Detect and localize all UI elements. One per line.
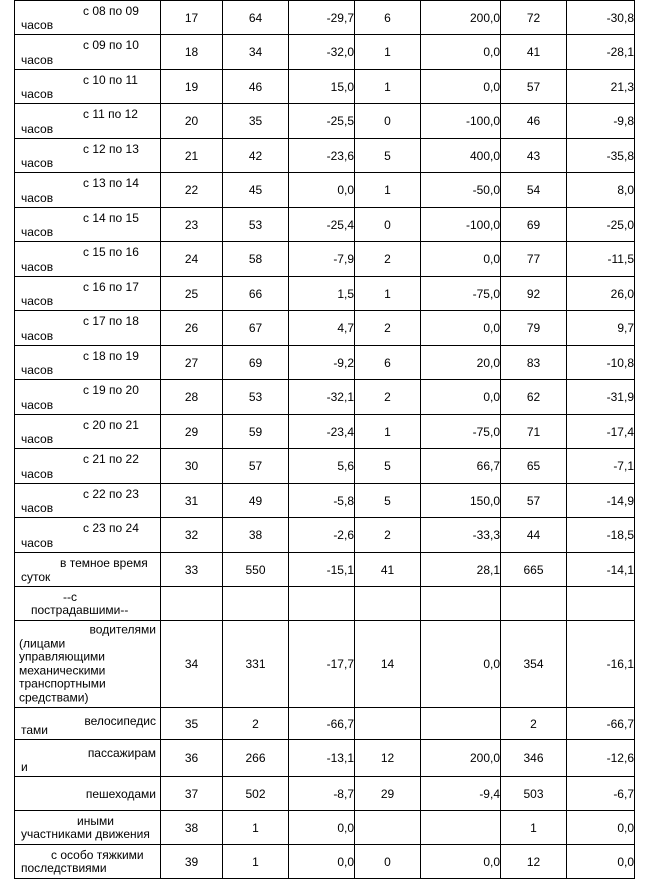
table-cell: -23,4 [289, 415, 355, 449]
table-cell: 0,0 [567, 845, 635, 879]
table-cell: 21,3 [567, 70, 635, 104]
table-cell: -10,8 [567, 346, 635, 380]
row-label-text: с 14 по 15 [83, 211, 139, 225]
row-label-text: часов [21, 467, 54, 481]
row-label-text: часов [21, 260, 54, 274]
table-body [15, 1, 635, 879]
row-label-cell [15, 484, 161, 518]
row-label-text: часов [21, 191, 54, 205]
row-label-cell [15, 621, 161, 708]
row-label-cell [15, 518, 161, 553]
table-cell: 45 [223, 173, 289, 208]
table-cell: 4,7 [289, 311, 355, 346]
table-cell: 1 [223, 811, 289, 845]
table-cell: 28,1 [421, 553, 501, 587]
table-cell: 72 [501, 1, 567, 35]
table-cell: 25 [161, 277, 223, 311]
row-label-text: часов [21, 329, 54, 343]
row-label-text: часов [21, 53, 54, 67]
table-cell: 79 [501, 311, 567, 346]
table-cell: 150,0 [421, 484, 501, 518]
row-label-text: (лицами управляющими механическими транспортными средствами) [19, 636, 106, 704]
table-cell: 57 [223, 449, 289, 484]
table-cell: 5 [355, 139, 421, 173]
row-label-text: водителями [89, 622, 156, 637]
table-cell: 54 [501, 173, 567, 208]
table-row [15, 811, 635, 845]
table-cell: 0,0 [421, 621, 501, 708]
table-cell: 64 [223, 1, 289, 35]
table-cell: 12 [501, 845, 567, 879]
table-cell: 27 [161, 346, 223, 380]
table-cell: 5 [355, 449, 421, 484]
table-cell: 0,0 [567, 811, 635, 845]
table-cell: 42 [223, 139, 289, 173]
table-cell: 12 [355, 740, 421, 777]
table-cell: 34 [223, 35, 289, 70]
table-row [15, 1, 635, 35]
row-label-text: часов [21, 294, 54, 308]
table-cell: 1 [223, 845, 289, 879]
table-cell: 46 [223, 70, 289, 104]
table-row [15, 173, 635, 208]
table-cell: 33 [161, 553, 223, 587]
table-cell: 49 [223, 484, 289, 518]
table-cell: -25,4 [289, 208, 355, 242]
row-label-text: пострадавшими-- [31, 602, 129, 617]
table-cell: -75,0 [421, 277, 501, 311]
table-cell: 1 [355, 70, 421, 104]
table-cell: 36 [161, 740, 223, 777]
row-label-text: с 21 по 22 [83, 452, 139, 466]
table-cell: 44 [501, 518, 567, 553]
table-cell: 0,0 [421, 35, 501, 70]
table-cell: 6 [355, 346, 421, 380]
table-row [15, 708, 635, 740]
row-label-text: и [21, 760, 28, 774]
table-cell: 331 [223, 621, 289, 708]
row-label-cell [15, 242, 161, 277]
table-cell: 8,0 [567, 173, 635, 208]
table-cell [355, 708, 421, 740]
table-cell: 83 [501, 346, 567, 380]
row-label-text: с 10 по 11 [83, 73, 138, 87]
table-cell: -30,8 [567, 1, 635, 35]
table-cell: 41 [355, 553, 421, 587]
table-cell: 43 [501, 139, 567, 173]
table-cell: 2 [501, 708, 567, 740]
table-cell: -31,9 [567, 380, 635, 415]
table-cell: 5 [355, 484, 421, 518]
table-row [15, 242, 635, 277]
row-label-text: часов [21, 18, 54, 32]
table-cell: 65 [501, 449, 567, 484]
row-label-text: с 11 по 12 [83, 107, 138, 121]
table-cell: 46 [501, 104, 567, 139]
table-cell: 59 [223, 415, 289, 449]
table-row [15, 208, 635, 242]
table-cell: 30 [161, 449, 223, 484]
row-label-text: часов [21, 156, 54, 170]
table-cell: 6 [355, 1, 421, 35]
row-label-text: часов [21, 398, 54, 412]
table-cell: 69 [223, 346, 289, 380]
row-label-cell [15, 104, 161, 139]
table-cell: 0,0 [421, 380, 501, 415]
table-cell: -18,5 [567, 518, 635, 553]
table-cell [289, 587, 355, 621]
table-cell: -50,0 [421, 173, 501, 208]
table-cell: 29 [355, 777, 421, 811]
row-label-text: с 16 по 17 [83, 280, 139, 294]
table-cell: -33,3 [421, 518, 501, 553]
table-cell: 20,0 [421, 346, 501, 380]
row-label-text: с 09 по 10 [83, 38, 139, 52]
row-label-text: с 23 по 24 [83, 521, 139, 535]
table-cell: -12,6 [567, 740, 635, 777]
row-label-text: часов [21, 501, 54, 515]
row-label-text: пассажирам [87, 746, 156, 760]
row-label-text: суток [21, 570, 51, 584]
row-label-text: часов [21, 122, 54, 136]
table-row [15, 104, 635, 139]
row-label-text: последствиями [21, 860, 107, 875]
table-cell: 23 [161, 208, 223, 242]
table-cell: 22 [161, 173, 223, 208]
table-row [15, 845, 635, 879]
table-row [15, 35, 635, 70]
row-label-cell [15, 70, 161, 104]
table-cell: 0,0 [421, 845, 501, 879]
table-cell: -17,4 [567, 415, 635, 449]
row-label-text: часов [21, 87, 54, 101]
table-cell: 37 [161, 777, 223, 811]
row-label-cell [15, 811, 161, 845]
table-row [15, 449, 635, 484]
table-cell: -7,1 [567, 449, 635, 484]
table-row [15, 70, 635, 104]
table-row [15, 415, 635, 449]
table-cell: 57 [501, 484, 567, 518]
table-cell: -25,5 [289, 104, 355, 139]
row-label-cell [15, 35, 161, 70]
table-cell: 71 [501, 415, 567, 449]
table-cell: 665 [501, 553, 567, 587]
table-cell: 0,0 [289, 811, 355, 845]
row-label-cell [15, 777, 161, 811]
table-cell: 400,0 [421, 139, 501, 173]
table-cell: 67 [223, 311, 289, 346]
table-cell: -29,7 [289, 1, 355, 35]
row-label-text: в темное время [60, 556, 148, 570]
table-cell [161, 587, 223, 621]
table-cell: -35,8 [567, 139, 635, 173]
row-label-cell [15, 845, 161, 879]
table-cell: 41 [501, 35, 567, 70]
table-cell: -32,0 [289, 35, 355, 70]
table-row [15, 740, 635, 777]
table-cell: 38 [161, 811, 223, 845]
table-cell: 1 [501, 811, 567, 845]
table-cell: -28,1 [567, 35, 635, 70]
table-cell: 2 [355, 380, 421, 415]
table-row [15, 518, 635, 553]
table-cell: -2,6 [289, 518, 355, 553]
table-row [15, 380, 635, 415]
statistics-table [14, 0, 635, 879]
row-label-cell [15, 311, 161, 346]
table-cell: 5,6 [289, 449, 355, 484]
row-label-text: с 13 по 14 [83, 176, 139, 190]
row-label-text: с особо тяжкими [51, 847, 144, 862]
row-label-cell [15, 553, 161, 587]
row-label-text: --с [63, 589, 77, 604]
row-label-text: часов [21, 536, 54, 550]
row-label-text: часов [21, 363, 54, 377]
table-cell: -25,0 [567, 208, 635, 242]
table-cell: 502 [223, 777, 289, 811]
table-cell: 266 [223, 740, 289, 777]
table-cell: 0,0 [421, 311, 501, 346]
table-cell: 69 [501, 208, 567, 242]
table-cell: 20 [161, 104, 223, 139]
table-cell: -11,5 [567, 242, 635, 277]
table-cell: -9,4 [421, 777, 501, 811]
table-cell: -15,1 [289, 553, 355, 587]
table-cell: 0,0 [421, 70, 501, 104]
table-cell: 0 [355, 104, 421, 139]
row-label-text: иными [77, 813, 114, 828]
row-label-cell [15, 380, 161, 415]
row-label-cell [15, 346, 161, 380]
row-label-cell [15, 173, 161, 208]
table-cell: -5,8 [289, 484, 355, 518]
table-cell: 28 [161, 380, 223, 415]
table-cell: -17,7 [289, 621, 355, 708]
table-row [15, 777, 635, 811]
table-cell: 66 [223, 277, 289, 311]
table-cell: -100,0 [421, 104, 501, 139]
row-label-cell [15, 708, 161, 740]
row-label-text: часов [21, 225, 54, 239]
table-cell: 15,0 [289, 70, 355, 104]
table-cell: 77 [501, 242, 567, 277]
table-cell: -100,0 [421, 208, 501, 242]
table-row [15, 553, 635, 587]
table-cell: 200,0 [421, 1, 501, 35]
table-cell: -8,7 [289, 777, 355, 811]
table-cell: 21 [161, 139, 223, 173]
table-cell: -6,7 [567, 777, 635, 811]
table-cell: -75,0 [421, 415, 501, 449]
table-cell: 32 [161, 518, 223, 553]
table-cell: 9,7 [567, 311, 635, 346]
row-label-text: участниками движения [21, 826, 150, 841]
table-cell: 38 [223, 518, 289, 553]
row-label-cell [15, 277, 161, 311]
table-cell: 2 [355, 242, 421, 277]
row-label-text: с 20 по 21 [83, 418, 139, 432]
table-cell: 200,0 [421, 740, 501, 777]
table-cell [421, 708, 501, 740]
table-cell: 354 [501, 621, 567, 708]
table-cell: 2 [355, 311, 421, 346]
table-cell: 17 [161, 1, 223, 35]
table-cell: 0 [355, 845, 421, 879]
table-cell: 1,5 [289, 277, 355, 311]
table-cell: -13,1 [289, 740, 355, 777]
table-cell: -66,7 [289, 708, 355, 740]
row-label-cell [15, 208, 161, 242]
row-label-cell [15, 587, 161, 621]
table-cell: 57 [501, 70, 567, 104]
table-cell: 34 [161, 621, 223, 708]
table-cell: 26,0 [567, 277, 635, 311]
table-cell: 53 [223, 208, 289, 242]
row-label-cell [15, 449, 161, 484]
table-cell [501, 587, 567, 621]
row-label-cell [15, 415, 161, 449]
table-cell: 503 [501, 777, 567, 811]
table-cell: 62 [501, 380, 567, 415]
table-cell [355, 587, 421, 621]
table-cell [355, 811, 421, 845]
row-label-text: с 15 по 16 [83, 245, 139, 259]
table-cell [421, 811, 501, 845]
row-label-cell [15, 740, 161, 777]
table-row [15, 587, 635, 621]
row-label-text: с 22 по 23 [83, 487, 139, 501]
table-cell: 1 [355, 35, 421, 70]
table-cell: 24 [161, 242, 223, 277]
table-cell: 92 [501, 277, 567, 311]
table-cell: 0,0 [421, 242, 501, 277]
row-label-text: велосипедис [84, 714, 156, 728]
table-row [15, 346, 635, 380]
table-cell: -9,2 [289, 346, 355, 380]
table-row [15, 277, 635, 311]
table-cell: 53 [223, 380, 289, 415]
row-label-text: пешеходами [85, 786, 156, 801]
table-cell: 1 [355, 173, 421, 208]
table-cell [421, 587, 501, 621]
table-cell: 0,0 [289, 173, 355, 208]
row-label-text: тами [21, 723, 48, 737]
table-cell: -16,1 [567, 621, 635, 708]
table-cell: -14,1 [567, 553, 635, 587]
table-cell: 66,7 [421, 449, 501, 484]
table-cell: -32,1 [289, 380, 355, 415]
table-row [15, 484, 635, 518]
table-row [15, 311, 635, 346]
table-cell: -7,9 [289, 242, 355, 277]
table-cell: 18 [161, 35, 223, 70]
table-row [15, 139, 635, 173]
table-cell: 29 [161, 415, 223, 449]
table-cell: 35 [161, 708, 223, 740]
row-label-text: с 08 по 09 [83, 4, 139, 18]
table-row [15, 621, 635, 708]
table-cell [223, 587, 289, 621]
table-cell: 1 [355, 415, 421, 449]
table-cell: 19 [161, 70, 223, 104]
table-cell: 58 [223, 242, 289, 277]
row-label-cell [15, 1, 161, 35]
table-cell: -9,8 [567, 104, 635, 139]
table-cell: 0 [355, 208, 421, 242]
table-cell: 31 [161, 484, 223, 518]
table-cell: 550 [223, 553, 289, 587]
table-cell: 35 [223, 104, 289, 139]
table-cell: 39 [161, 845, 223, 879]
table-cell: 0,0 [289, 845, 355, 879]
table-cell: 26 [161, 311, 223, 346]
table-cell: -66,7 [567, 708, 635, 740]
table-cell: 2 [355, 518, 421, 553]
row-label-text: с 19 по 20 [83, 383, 139, 397]
table-cell [567, 587, 635, 621]
table-cell: 2 [223, 708, 289, 740]
row-label-text: с 17 по 18 [83, 314, 139, 328]
row-label-cell [15, 139, 161, 173]
table-cell: 346 [501, 740, 567, 777]
row-label-text: с 18 по 19 [83, 349, 139, 363]
table-cell: -23,6 [289, 139, 355, 173]
table-cell: 1 [355, 277, 421, 311]
row-label-text: часов [21, 432, 54, 446]
table-cell: -14,9 [567, 484, 635, 518]
row-label-text: с 12 по 13 [83, 142, 139, 156]
table-cell: 14 [355, 621, 421, 708]
